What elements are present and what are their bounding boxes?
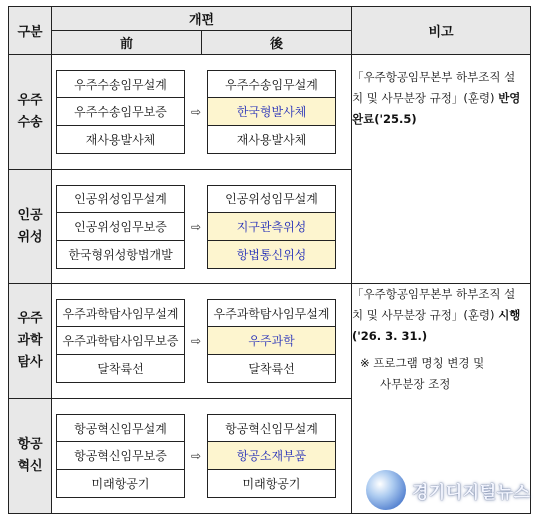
- before-box: 우주수송임무설계: [56, 70, 185, 98]
- watermark-logo: [366, 466, 534, 514]
- arrow-icon: ⇨: [190, 449, 202, 463]
- org-diagram: [52, 399, 352, 514]
- before-column: [56, 185, 185, 269]
- category-cell: 인공 위성: [9, 170, 52, 284]
- reform-table: [8, 6, 531, 514]
- remark-cell: 「우주항공임무본부 하부조직 설 치 및 사무분장 규정」(훈령) 반영 완료('25.5): [352, 55, 531, 284]
- after-box-changed: 지구관측위성: [207, 213, 336, 241]
- after-box: 항공혁신임무설계: [207, 414, 336, 442]
- after-column: [207, 185, 336, 269]
- after-box: 미래항공기: [207, 470, 336, 498]
- before-box: 우주과학탐사임무보증: [56, 327, 185, 355]
- header-before: 前: [52, 31, 202, 55]
- before-box: 항공혁신임무보증: [56, 442, 185, 470]
- before-box: 인공위성임무보증: [56, 213, 185, 241]
- category-cell: 항공 혁신: [9, 399, 52, 514]
- org-diagram: [52, 284, 352, 399]
- after-box-changed: 항공소재부품: [207, 442, 336, 470]
- section-row: [9, 55, 531, 170]
- after-column: [207, 299, 336, 383]
- after-column: [207, 70, 336, 154]
- header-remarks: 비고: [352, 7, 531, 55]
- header-category: 구분: [9, 7, 52, 55]
- watermark-text: 경기디지털뉴스: [412, 482, 531, 503]
- arrow-icon: ⇨: [190, 219, 202, 234]
- before-column: [56, 414, 185, 498]
- before-box: 인공위성임무설계: [56, 185, 185, 213]
- before-column: [56, 70, 185, 154]
- org-diagram: [52, 55, 352, 170]
- before-box: 항공혁신임무설계: [56, 414, 185, 442]
- globe-icon: [366, 470, 406, 510]
- after-box: 재사용발사체: [207, 126, 336, 154]
- after-column: [207, 414, 336, 498]
- category-cell: 우주 과학 탐사: [9, 284, 52, 399]
- after-box-changed: 우주과학: [207, 327, 336, 355]
- category-cell: 우주 수송: [9, 55, 52, 170]
- before-box: 한국형위성항법개발: [56, 241, 185, 269]
- before-box: 재사용발사체: [56, 126, 185, 154]
- after-box: 우주과학탐사임무설계: [207, 299, 336, 327]
- before-column: [56, 299, 185, 383]
- before-box: 우주과학탐사임무설계: [56, 299, 185, 327]
- org-diagram: [52, 170, 352, 284]
- after-box: 달착륙선: [207, 355, 336, 383]
- arrow-icon: ⇨: [190, 105, 202, 119]
- before-box: 미래항공기: [56, 470, 185, 498]
- remark-cell: 「우주항공임무본부 하부조직 설 치 및 사무분장 규정」(훈령) 시행 ('26. 3. 31.) ※ 프로그램 명칭 변경 및 사무분장 조정: [352, 284, 531, 514]
- header-after: 後: [202, 31, 352, 55]
- section-row: [9, 284, 531, 399]
- before-box: 우주수송임무보증: [56, 98, 185, 126]
- after-box: 우주수송임무설계: [207, 70, 336, 98]
- after-box-changed: 한국형발사체: [207, 98, 336, 126]
- header-reform: 개편: [52, 7, 352, 31]
- after-box: 인공위성임무설계: [207, 185, 336, 213]
- arrow-icon: ⇨: [190, 334, 202, 348]
- after-box-changed: 항법통신위성: [207, 241, 336, 269]
- before-box: 달착륙선: [56, 355, 185, 383]
